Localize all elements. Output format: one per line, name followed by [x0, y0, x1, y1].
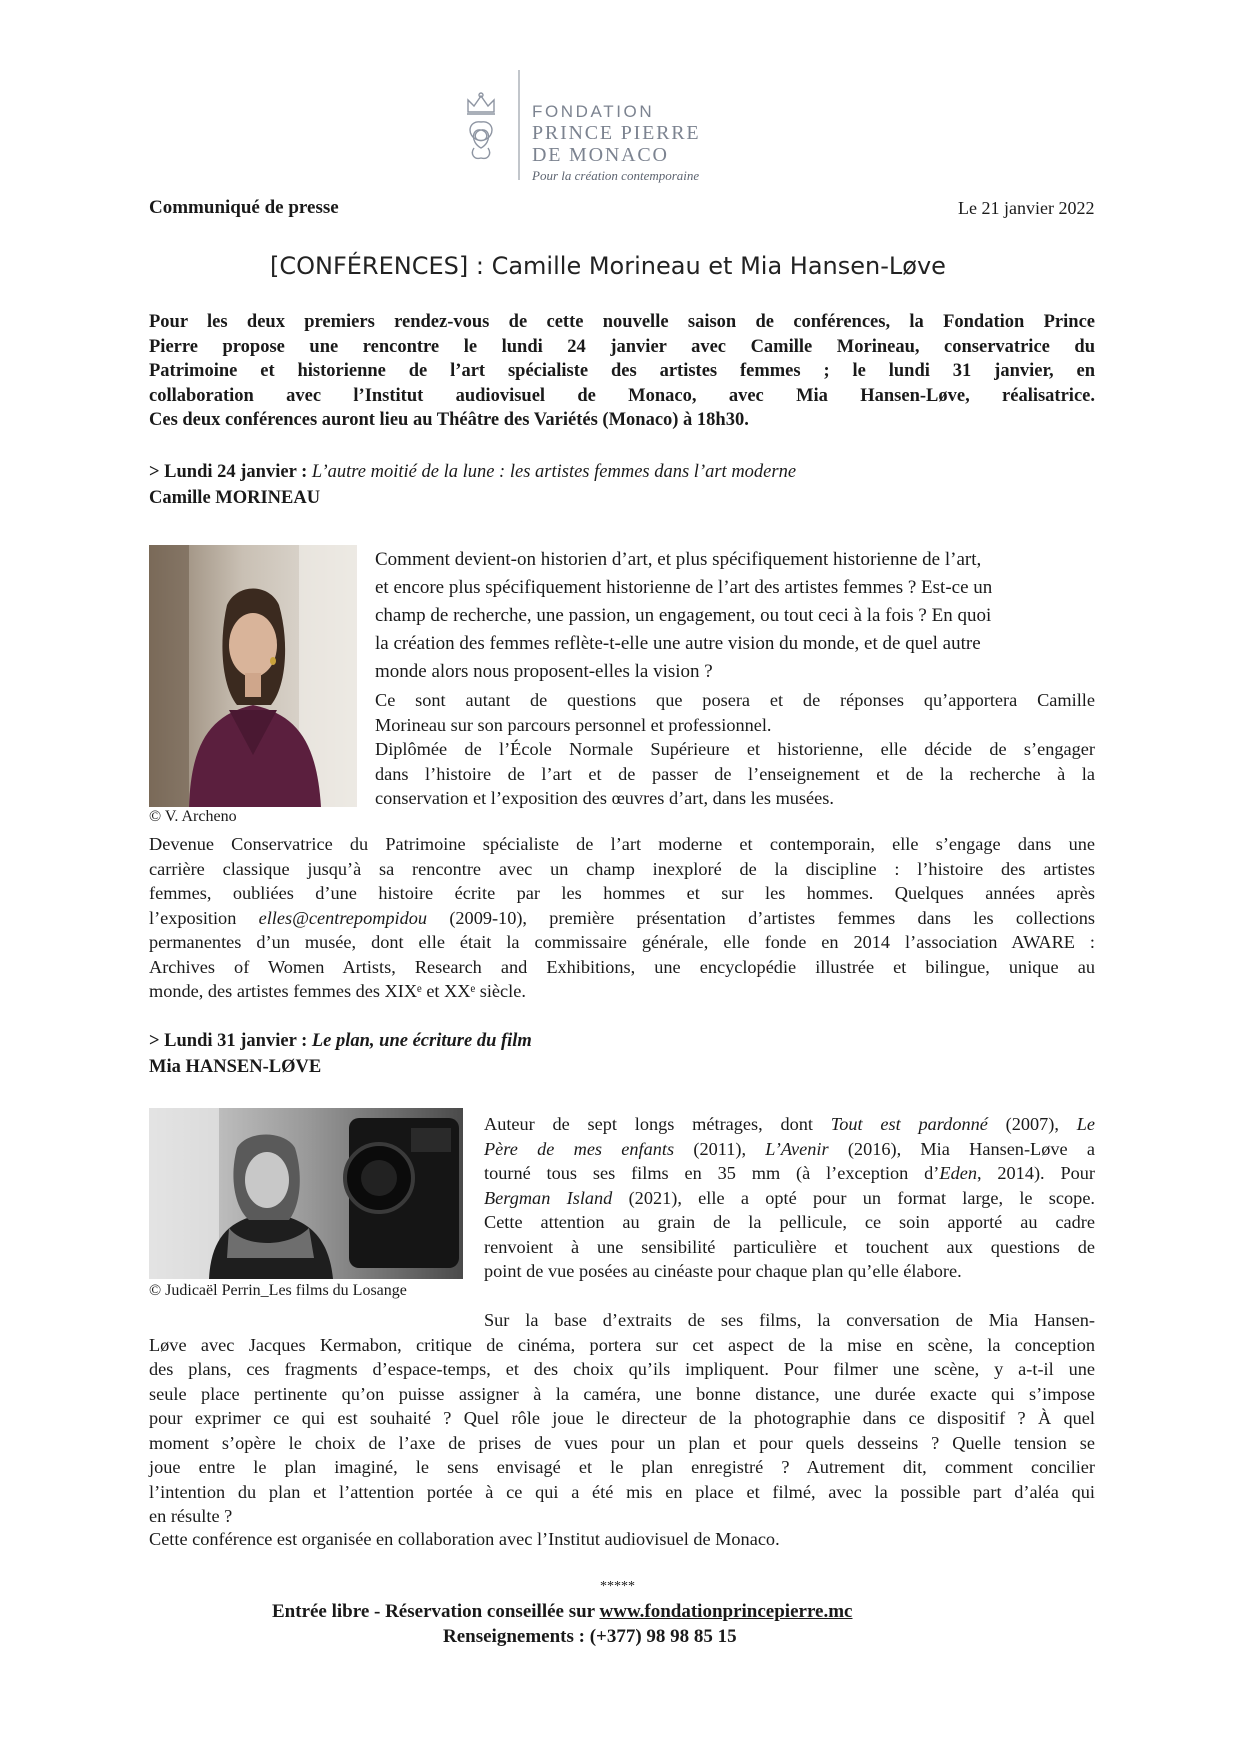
logo-tagline: Pour la création contemporaine — [532, 168, 700, 183]
release-date: Le 21 janvier 2022 — [958, 198, 1095, 218]
document-title: [CONFÉRENCES] : Camille Morineau et Mia Hansen-Løve — [270, 252, 946, 280]
text-fragment: Auteur de sept longs métrages, dont — [484, 1114, 831, 1134]
text-line: seule place pertinente qu’on puisse assigner à la caméra, une bonne distance, une durée exacte qui s’impose — [149, 1383, 1095, 1404]
event2-date: > Lundi 31 janvier : — [149, 1031, 308, 1051]
event1-date: > Lundi 24 janvier : — [149, 462, 308, 482]
text-line: Sur la base d’extraits de ses films, la conversation de Mia Hansen- — [484, 1310, 1095, 1330]
event1-paragraph-c — [375, 737, 1095, 811]
foundation-logo — [460, 62, 720, 183]
contact-info: Renseignements : (+377) 98 98 85 15 — [443, 1626, 737, 1647]
text-line: Diplômée de l’École Normale Supérieure et historienne, elle décide de s’engager — [375, 739, 1095, 759]
film-title: Père de mes enfants — [484, 1138, 675, 1159]
text-line: la création des femmes reflète-t-elle une autre vision du monde, et de quel autre — [375, 633, 981, 654]
photo1-credit: © V. Archeno — [149, 808, 237, 825]
text-fragment: (2021), elle a opté pour un format large, le scope. — [612, 1187, 1096, 1208]
text-fragment: (2016), Mia Hansen-Løve a — [828, 1138, 1095, 1159]
event1-heading — [149, 462, 796, 483]
text-line: Comment devient-on historien d’art, et plus spécifiquement historienne de l’art, — [375, 549, 982, 570]
text-line: pour exprimer ce qui est souhaité ? Quel rôle joue le directeur de la photographie dans ce dispositif ? À quel — [149, 1408, 1095, 1428]
event2-paragraph-c: Cette conférence est organisée en collaboration avec l’Institut audiovisuel de Monaco. — [149, 1529, 780, 1549]
text-line: des plans, ces fragments d’espace-temps, et des choix qu’ils impliquent. Pour filmer une scène, y a-t-il une — [149, 1359, 1095, 1379]
film-title: Eden — [939, 1163, 977, 1183]
logo-line-prince-pierre: PRINCE PIERRE — [532, 122, 701, 144]
text-line: conservation et l’exposition des œuvres d’art, dans les musées. — [375, 788, 834, 808]
film-title: Tout est pardonné — [830, 1114, 988, 1134]
text-line: carrière classique jusqu’à sa rencontre avec un champ inexploré de la discipline : l’histoire des artistes — [149, 858, 1095, 879]
text-line — [484, 1161, 1095, 1186]
text-fragment: (2011), — [674, 1138, 766, 1159]
intro-line: Patrimoine et historienne de l’art spécialiste des artistes femmes ; le lundi 31 janvier, en — [149, 361, 1095, 381]
event2-talk-title: Le plan, une écriture du film — [311, 1031, 532, 1051]
intro-paragraph — [149, 310, 1095, 433]
text-line: point de vue posées au cinéaste pour chaque plan qu’elle élabore. — [484, 1261, 962, 1281]
text-line: renvoient à une sensibilité particulière et touchent aux questions de — [484, 1236, 1095, 1257]
film-title: L’Avenir — [765, 1138, 829, 1159]
exhibition-name: elles@centrepompidou — [258, 907, 428, 928]
text-line: Archives of Women Artists, Research and Exhibitions, une encyclopédie illustrée et bilingue, unique au — [149, 956, 1095, 977]
text-line: l’intention du plan et l’attention portée à ce qui a été mis en place et filmé, avec la possible part d’aléa qui — [149, 1481, 1095, 1502]
event2-speaker: Mia HANSEN-LØVE — [149, 1057, 322, 1077]
text-line: en résulte ? — [149, 1506, 233, 1526]
text-line: Løve avec Jacques Kermabon, critique de cinéma, portera sur cet aspect de la mise en scène, la conception — [149, 1334, 1095, 1355]
text-line: dans l’histoire de l’art et de passer de l’enseignement et de la recherche à la — [375, 763, 1095, 784]
entry-info — [272, 1601, 852, 1623]
logo-divider — [518, 70, 520, 180]
text-line — [149, 906, 1095, 931]
film-title: Bergman Island — [484, 1187, 613, 1208]
event2-heading — [149, 1031, 532, 1052]
entry-text: Entrée libre - Réservation conseillée sur — [272, 1601, 600, 1622]
film-title: Le — [1076, 1114, 1095, 1134]
text-line: Ce sont autant de questions que posera et de réponses qu’apportera Camille — [375, 690, 1095, 710]
text-fragment: l’exposition — [149, 907, 259, 928]
intro-line: collaboration avec l’Institut audiovisuel de Monaco, avec Mia Hansen-Løve, réalisatrice. — [149, 385, 1095, 406]
text-line: permanentes d’un musée, dont elle était la commissaire générale, elle fonde en 2014 l’association AWARE : — [149, 932, 1095, 952]
text-fragment: (2007), — [987, 1114, 1077, 1134]
intro-line: Pour les deux premiers rendez-vous de cette nouvelle saison de conférences, la Fondation Prince — [149, 312, 1095, 332]
logo-line-fondation: FONDATION — [532, 102, 655, 121]
photo2-credit: © Judicaël Perrin_Les films du Losange — [149, 1282, 407, 1299]
event1-speaker: Camille MORINEAU — [149, 488, 321, 508]
text-line — [484, 1137, 1095, 1162]
text-line: et encore plus spécifiquement historienne de l’art des artistes femmes ? Est-ce un — [375, 577, 993, 598]
text-line: moment s’opère le choix de l’axe de prises de vues pour un plan et pour quels desseins ? Quelle tension se — [149, 1432, 1095, 1453]
mia-hansen-love-photo — [149, 1108, 463, 1279]
event1-paragraph-a — [375, 546, 1095, 686]
text-line: champ de recherche, une passion, un engagement, ou tout ceci à la fois ? En quoi — [375, 605, 992, 626]
text-line: femmes, oubliées d’une histoire écrite par les hommes et sur les hommes. Quelques années après — [149, 883, 1095, 903]
camille-morineau-photo — [149, 545, 357, 807]
text-line: joue entre le plan imaginé, le sens envisagé et le plan enregistré ? Autrement dit, comment concilier — [149, 1457, 1095, 1477]
text-line: monde, des artistes femmes des XIXᵉ et XXᵉ siècle. — [149, 981, 526, 1001]
text-line — [484, 1112, 1095, 1137]
text-line: Morineau sur son parcours personnel et professionnel. — [375, 714, 772, 735]
press-release-label: Communiqué de presse — [149, 197, 339, 218]
event1-paragraph-d — [149, 832, 1095, 1004]
text-line — [484, 1186, 1095, 1211]
crown-monogram-icon — [460, 92, 502, 164]
text-line: monde alors nous proposent-elles la vision ? — [375, 661, 713, 682]
text-line: Devenue Conservatrice du Patrimoine spécialiste de l’art moderne et contemporain, elle s’engage dans une — [149, 834, 1095, 854]
logo-line-de-monaco: DE MONACO — [532, 144, 669, 166]
event1-talk-title: L’autre moitié de la lune : les artistes femmes dans l’art moderne — [311, 462, 797, 482]
text-fragment: (2009-10), première présentation d’artistes femmes dans les collections — [427, 907, 1096, 928]
event1-paragraph-b — [375, 688, 1095, 737]
intro-line: Pierre propose une rencontre le lundi 24 janvier avec Camille Morineau, conservatrice du — [149, 336, 1095, 357]
website-link[interactable]: www.fondationprincepierre.mc — [599, 1601, 853, 1622]
text-fragment: tourné tous ses films en 35 mm (à l’exception d’ — [484, 1163, 940, 1183]
separator-stars: ***** — [600, 1579, 635, 1594]
event2-paragraph-b — [149, 1308, 1095, 1529]
event2-paragraph-a — [484, 1112, 1095, 1284]
text-fragment: , 2014). Pour — [976, 1163, 1095, 1183]
intro-line: Ces deux conférences auront lieu au Théâtre des Variétés (Monaco) à 18h30. — [149, 410, 749, 430]
text-line: Cette attention au grain de la pellicule, ce soin apporté au cadre — [484, 1212, 1095, 1232]
